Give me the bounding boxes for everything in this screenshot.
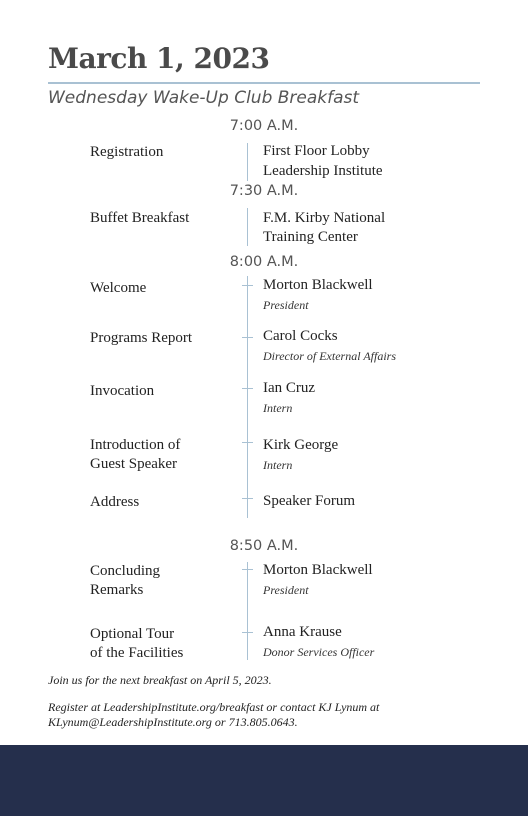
speaker-role-programs-report: Director of External Affairs <box>263 349 396 363</box>
timeline-line <box>247 143 248 181</box>
event-invocation: Invocation <box>90 383 155 399</box>
event-concluding-line2: Remarks <box>90 582 144 598</box>
speaker-role-tour: Donor Services Officer <box>263 645 375 659</box>
event-buffet-breakfast: Buffet Breakfast <box>90 210 190 226</box>
event-programs-report: Programs Report <box>90 330 193 346</box>
event-registration: Registration <box>90 144 164 160</box>
page-title: March 1, 2023 <box>48 42 270 75</box>
time-heading-8-00: 8:00 A.M. <box>229 254 299 270</box>
speaker-role-concluding: President <box>263 583 309 597</box>
event-introduction-line2: Guest Speaker <box>90 456 178 472</box>
speaker-introduction: Kirk George <box>263 437 339 453</box>
speaker-role-welcome: President <box>263 298 309 312</box>
location-registration-line1: First Floor Lobby <box>263 143 370 159</box>
speaker-welcome: Morton Blackwell <box>263 277 373 293</box>
footer-bar <box>0 745 528 816</box>
event-introduction-line1: Introduction of <box>90 437 181 453</box>
timeline-tick <box>242 498 253 499</box>
timeline-line <box>247 208 248 246</box>
page-subtitle: Wednesday Wake-Up Club Breakfast <box>48 88 360 108</box>
event-tour-line2: of the Facilities <box>90 645 184 661</box>
speaker-tour: Anna Krause <box>263 624 342 640</box>
next-breakfast-note: Join us for the next breakfast on April 5, 2023. <box>48 673 272 687</box>
speaker-programs-report: Carol Cocks <box>263 328 338 344</box>
speaker-invocation: Ian Cruz <box>263 380 316 396</box>
timeline-tick <box>242 442 253 443</box>
register-note-line1: Register at LeadershipInstitute.org/breakfast or contact KJ Lynum at <box>48 700 380 714</box>
timeline-tick <box>242 285 253 286</box>
speaker-role-introduction: Intern <box>263 458 293 472</box>
location-buffet-line1: F.M. Kirby National <box>263 210 386 226</box>
speaker-concluding: Morton Blackwell <box>263 562 373 578</box>
timeline-tick <box>242 632 253 633</box>
register-note-line2: KLynum@LeadershipInstitute.org or 713.805.0643. <box>48 715 298 729</box>
timeline-tick <box>242 388 253 389</box>
event-tour-line1: Optional Tour <box>90 626 175 642</box>
event-concluding-line1: Concluding <box>90 563 160 579</box>
event-address: Address <box>90 494 140 510</box>
timeline-line <box>247 276 248 518</box>
timeline-line <box>247 562 248 660</box>
event-welcome: Welcome <box>90 280 147 296</box>
speaker-role-invocation: Intern <box>263 401 293 415</box>
time-heading-8-50: 8:50 A.M. <box>229 538 299 554</box>
timeline-tick <box>242 569 253 570</box>
speaker-address: Speaker Forum <box>263 493 356 509</box>
location-buffet-line2: Training Center <box>263 229 358 245</box>
time-heading-7-00: 7:00 A.M. <box>229 118 299 134</box>
timeline-tick <box>242 337 253 338</box>
title-divider <box>48 82 480 84</box>
time-heading-7-30: 7:30 A.M. <box>229 183 299 199</box>
location-registration-line2: Leadership Institute <box>263 163 383 179</box>
